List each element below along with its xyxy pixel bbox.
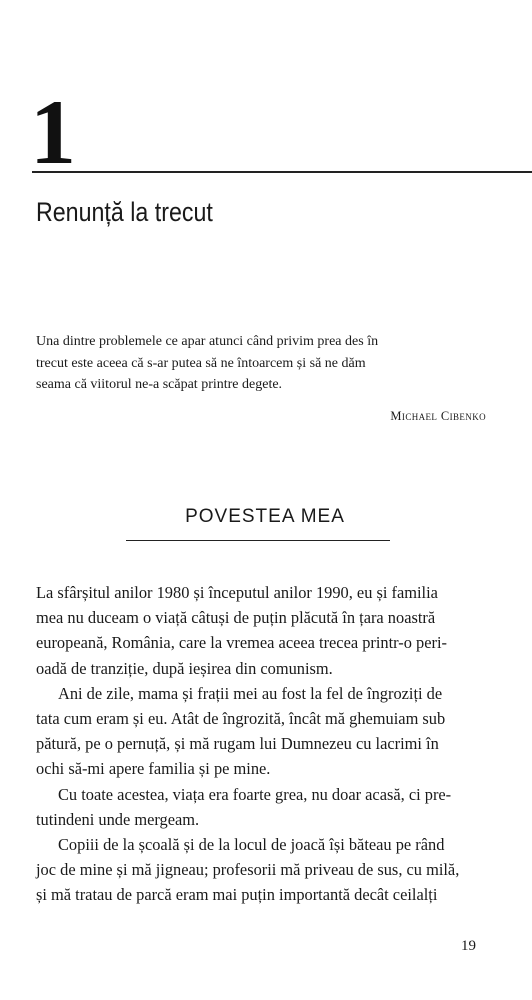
body-line: tutindeni unde mergeam. (36, 809, 200, 829)
body-line: La sfârșitul anilor 1980 și începutul anilor 1990, eu și familia (36, 583, 438, 602)
body-line: Copiii de la școală și de la locul de joacă își băteau pe rând (58, 835, 445, 855)
page-number: 19 (461, 938, 476, 954)
body-text (36, 580, 476, 908)
section-heading: POVESTEA MEA (185, 506, 345, 527)
body-line: mea nu duceam o viață câtuși de puțin plăcută în țara noastră (36, 608, 436, 628)
body-line: Cu toate acestea, viața era foarte grea, nu doar acasă, ci pre- (58, 784, 452, 804)
epigraph-line: Una dintre problemele ce apar atunci când privim prea des în (36, 334, 379, 349)
epigraph-line: seama că viitorul ne-a scăpat printre degete. (36, 377, 283, 392)
epigraph-line: trecut este aceea că s-ar putea să ne întoarcem și să ne dăm (36, 355, 366, 371)
epigraph (36, 331, 484, 396)
body-line: ochi să-mi apere familia și pe mine. (36, 759, 271, 779)
body-line: tata cum eram și eu. Atât de îngrozită, încât mă ghemuiam sub (36, 709, 446, 729)
body-line: Ani de zile, mama și frații mei au fost la fel de îngroziți de (58, 683, 443, 703)
section-rule (126, 540, 390, 541)
chapter-title: Renunță la trecut (36, 197, 213, 227)
body-line: și mă tratau de parcă eram mai puțin importantă decât ceilalți (36, 885, 438, 905)
chapter-number: 1 (30, 81, 74, 183)
body-line: joc de mine și mă jigneau; profesorii mă priveau de sus, cu milă, (36, 860, 460, 880)
body-line: europeană, România, care la vremea aceea trecea printr-o peri- (36, 633, 447, 653)
epigraph-author: Michael Cibenko (390, 409, 486, 423)
chapter-rule (32, 171, 532, 173)
body-line: pătură, pe o pernuță, și mă rugam lui Dumnezeu cu lacrimi în (36, 734, 439, 754)
body-line: oadă de tranziție, după ieșirea din comunism. (36, 658, 333, 678)
